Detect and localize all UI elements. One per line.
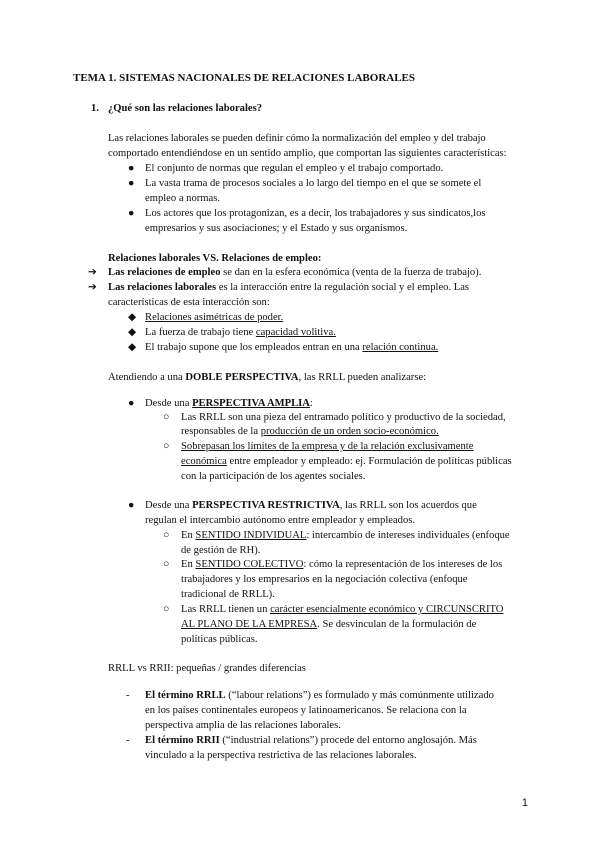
amplia-sub-2-cont-2: con la participación de los agentes sociales. <box>181 471 366 482</box>
diamond-item-2-underlined: capacidad volitiva. <box>255 327 336 338</box>
arrow-icon: ➔ <box>88 282 97 293</box>
amplia-sub-2-underlined: económica <box>181 456 227 467</box>
doble-perspectiva-line <box>108 370 426 385</box>
arrow-item-1 <box>108 265 481 280</box>
restrictiva-sub-2-cont-2: tradicional de RRLL). <box>181 589 275 600</box>
restrictiva-sub-1-pre: En <box>181 530 196 541</box>
restrictiva-sub-3-pre: Las RRLL tienen un <box>181 604 271 615</box>
restrictiva-sub-3-text: . Se desvinculan de la formulación de <box>317 619 477 630</box>
diamond-icon: ◆ <box>128 327 137 338</box>
dash-item-1-cont: en los países continentales europeos y latinoamericanos. Se relaciona con la <box>145 705 467 716</box>
arrow-icon: ➔ <box>88 267 97 278</box>
restrictiva-sub-2-pre: En <box>181 559 196 570</box>
amplia-sub-1-pre: responsables de la <box>181 426 261 437</box>
dash-bullet: - <box>126 735 130 746</box>
diamond-icon: ◆ <box>128 342 137 353</box>
amplia-post: : <box>309 398 313 409</box>
dash-item-2-cont: vinculado a la perspectiva restrictiva de las relaciones laborales. <box>145 750 417 761</box>
arrow-item-1-bold: Las relaciones de empleo <box>108 267 221 278</box>
circle-bullet-icon: ○ <box>163 604 170 615</box>
restrictiva-sub-3-underlined-2: AL PLANO DE LA EMPRESA <box>181 619 318 630</box>
restrictiva-sub-3 <box>181 602 503 617</box>
doble-post: , las RRLL pueden analizarse: <box>298 372 427 383</box>
circle-bullet-icon: ○ <box>163 559 170 570</box>
list-item-continuation: empresarios y sus asociaciones; y el Estado y sus organismos. <box>145 223 408 234</box>
dash-bullet: - <box>126 690 130 701</box>
diamond-item-1: Relaciones asimétricas de poder. <box>145 312 284 323</box>
dash-item-2-text: (“industrial relations”) procede del entorno anglosajón. Más <box>219 735 477 746</box>
amplia-sub-1-underlined: producción de un orden socio-económico. <box>260 426 439 437</box>
section-number: 1. <box>91 103 99 114</box>
dash-item-1-cont-2: perspectiva amplia de las relaciones laborales. <box>145 720 341 731</box>
vs-heading: Relaciones laborales VS. Relaciones de empleo: <box>108 253 322 264</box>
bullet-icon: ● <box>128 163 135 174</box>
restrictiva-sub-1-cont: de gestión de RH). <box>181 545 261 556</box>
bullet-icon: ● <box>128 208 135 219</box>
diamond-item-2-text: La fuerza de trabajo tiene <box>145 327 256 338</box>
document-title: TEMA 1. SISTEMAS NACIONALES DE RELACIONES LABORALES <box>73 72 415 84</box>
circle-bullet-icon: ○ <box>163 530 170 541</box>
diamond-item-3 <box>145 340 438 355</box>
restrictiva-sub-2-cont: trabajadores y los empresarios en la negociación colectiva (enfoque <box>181 574 468 585</box>
diamond-icon: ◆ <box>128 312 137 323</box>
arrow-item-1-text: se dan en la esfera económica (venta de la fuerza de trabajo). <box>220 267 482 278</box>
restrictiva-sub-2-underlined: SENTIDO COLECTIVO <box>195 559 304 570</box>
list-item: Los actores que los protagonizan, es a decir, los trabajadores y sus sindicatos,los <box>145 208 486 219</box>
diamond-item-3-underlined: relación continua. <box>362 342 439 353</box>
restrictiva-bold: PERSPECTIVA RESTRICTIVA <box>192 500 340 511</box>
amplia-pre: Desde una <box>145 398 193 409</box>
arrow-item-2-text: es la interacción entre la regulación social y el empleo. Las <box>216 282 470 293</box>
amplia-sub-2: Sobrepasan los límites de la empresa y de la relación exclusivamente <box>181 441 474 452</box>
dash-item-1-bold: El término RRLL <box>145 690 226 701</box>
restrictiva-sub-2 <box>181 557 502 572</box>
arrow-item-2-bold: Las relaciones laborales <box>108 282 217 293</box>
dash-item-2-bold: El término RRII <box>145 735 220 746</box>
circle-bullet-icon: ○ <box>163 412 170 423</box>
diamond-item-2 <box>145 325 336 340</box>
restrictiva-sub-1-text: : intercambio de intereses individuales (enfoque <box>306 530 510 541</box>
dash-item-2 <box>145 733 477 748</box>
intro-line-2: comportado entendiéndose en un sentido amplio, que comportan las siguientes características: <box>108 148 507 159</box>
list-item-continuation: empleo a normas. <box>145 193 221 204</box>
restrictiva-sub-1 <box>181 528 510 543</box>
bullet-icon: ● <box>128 178 135 189</box>
diamond-item-3-text: El trabajo supone que los empleados entran en una <box>145 342 363 353</box>
bullet-icon: ● <box>128 398 135 409</box>
intro-line-1: Las relaciones laborales se pueden definir cómo la normalización del empleo y del trabajo <box>108 133 486 144</box>
amplia-sub-2-cont <box>181 454 512 469</box>
page-number: 1 <box>521 797 528 809</box>
doble-bold: DOBLE PERSPECTIVA <box>185 372 299 383</box>
restrictiva-sub-3-underlined: carácter esencialmente económico y CIRCUNSCRITO <box>270 604 504 615</box>
section-heading: ¿Qué son las relaciones laborales? <box>108 103 263 114</box>
restrictiva-sub-2-text: : cómo la representación de los intereses de los <box>303 559 503 570</box>
restrictiva-pre: Desde una <box>145 500 193 511</box>
amplia-sub-1-cont <box>181 424 439 439</box>
restrictiva-sub-3-cont-2: políticas públicas. <box>181 634 258 645</box>
arrow-item-2-continuation: características de esta interacción son: <box>108 297 270 308</box>
restrictiva-sub-1-underlined: SENTIDO INDIVIDUAL <box>195 530 307 541</box>
amplia-bold: PERSPECTIVA AMPLIA <box>192 398 310 409</box>
amplia-sub-2-text: entre empleador y empleado: ej. Formulación de políticas públicas <box>226 456 512 467</box>
list-item: La vasta trama de procesos sociales a lo largo del tiempo en el que se somete el <box>145 178 482 189</box>
amplia-heading <box>145 396 313 411</box>
doble-pre: Atendiendo a una <box>108 372 186 383</box>
bullet-icon: ● <box>128 500 135 511</box>
list-item: El conjunto de normas que regulan el empleo y el trabajo comportado. <box>145 163 444 174</box>
restrictiva-heading <box>145 498 477 513</box>
amplia-sub-1: Las RRLL son una pieza del entramado político y productivo de la sociedad, <box>181 412 506 423</box>
restrictiva-sub-3-cont <box>181 617 476 632</box>
restrictiva-post: , las RRLL son los acuerdos que <box>339 500 477 511</box>
circle-bullet-icon: ○ <box>163 441 170 452</box>
restrictiva-cont: regulan el intercambio autónomo entre empleador y empleados. <box>145 515 416 526</box>
rrll-vs-rrii-line: RRLL vs RRII: pequeñas / grandes diferencias <box>108 663 306 674</box>
arrow-item-2 <box>108 280 469 295</box>
dash-item-1 <box>145 688 494 703</box>
dash-item-1-text: (“labour relations”) es formulado y más comúnmente utilizado <box>225 690 494 701</box>
